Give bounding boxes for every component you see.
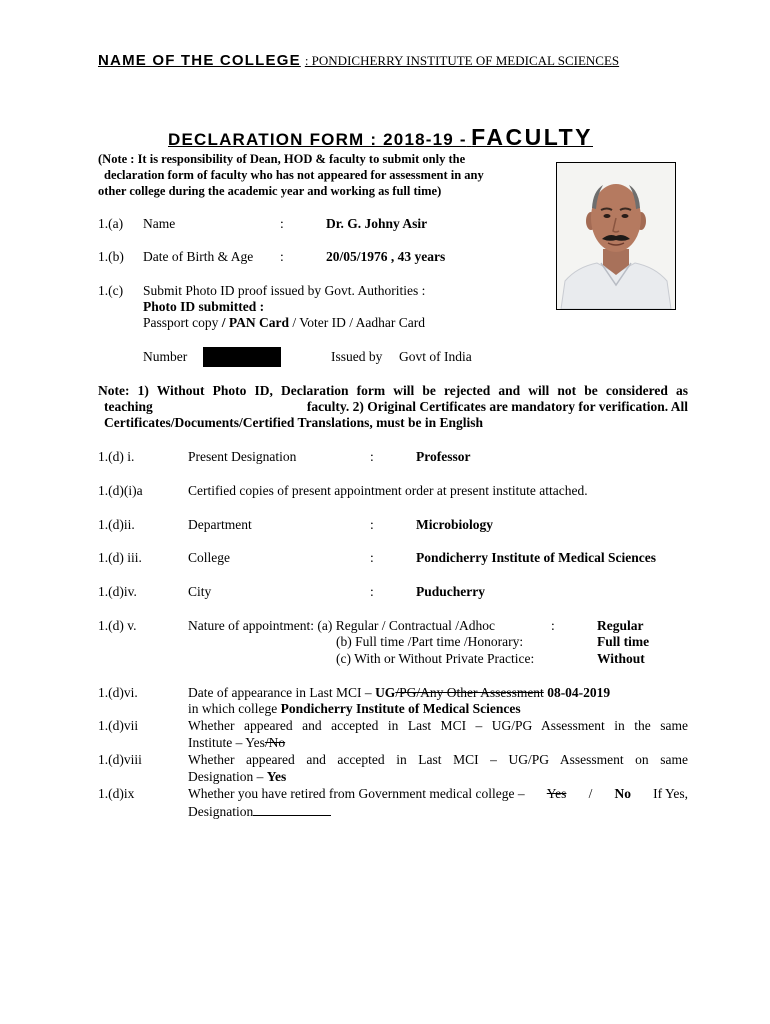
college-label: NAME OF THE COLLEGE <box>98 52 301 69</box>
private-practice-value: Without <box>597 651 645 666</box>
employment-type-value: Full time <box>597 634 650 649</box>
item-d-vii-number: 1.(d)vii <box>98 718 139 733</box>
issued-by-value: Govt of India <box>399 349 472 364</box>
note2-line-2 <box>104 399 688 415</box>
item-d-i-number: 1.(d) i. <box>98 449 135 464</box>
passport-option: Passport copy <box>143 315 219 330</box>
note2-line-1: Note: 1) Without Photo ID, Declaration form will be rejected and will not be considered as <box>98 383 688 398</box>
photo-id-instruction: Submit Photo ID proof issued by Govt. Authorities : <box>143 283 426 298</box>
item-d-viii-number: 1.(d)viii <box>98 752 142 767</box>
photo-id-submitted-label: Photo ID submitted : <box>143 299 265 314</box>
name-value: Dr. G. Johny Asir <box>326 216 428 231</box>
appointment-order-text: Certified copies of present appointment order at present institute attached. <box>188 483 588 498</box>
college-name: : PONDICHERRY INSTITUTE OF MEDICAL SCIENCES <box>304 53 620 68</box>
department-value: Microbiology <box>416 517 493 532</box>
retired-if-yes: If Yes, <box>653 786 688 801</box>
college-header <box>98 52 619 70</box>
college-colon: : <box>370 550 374 565</box>
city-value: Puducherry <box>416 584 485 599</box>
private-practice-label: (c) With or Without Private Practice: <box>336 651 535 666</box>
same-designation-value: Yes <box>266 769 287 784</box>
mci-appearance-line-1 <box>188 685 610 701</box>
appointment-nature-label: Nature of appointment: (a) Regular / Contractual /Adhoc <box>188 618 496 633</box>
retired-yes-struck: Yes <box>546 786 567 801</box>
city-colon: : <box>370 584 374 599</box>
department-colon: : <box>370 517 374 532</box>
item-b-number: 1.(b) <box>98 249 124 264</box>
mci-appearance-label: Date of appearance in Last MCI – <box>188 685 372 700</box>
designation-value: Professor <box>416 449 471 464</box>
mci-college-label: in which college <box>188 701 278 716</box>
portrait-image <box>557 163 675 309</box>
retired-question <box>188 786 688 802</box>
redacted-id-number <box>203 347 281 367</box>
retired-designation-blank <box>253 803 331 816</box>
same-institute-question: Whether appeared and accepted in Last MCI – UG/PG Assessment in the same <box>188 718 688 733</box>
item-d-v-number: 1.(d) v. <box>98 618 137 633</box>
item-b-colon: : <box>280 249 284 264</box>
dob-age-value: 20/05/1976 , 43 years <box>326 249 446 264</box>
id-number-label: Number <box>143 349 188 364</box>
mci-college-value: Pondicherry Institute of Medical Sciences <box>280 701 521 716</box>
form-title <box>168 124 593 151</box>
appointment-nature-value: Regular <box>597 618 644 633</box>
item-d-iv-number: 1.(d)iv. <box>98 584 137 599</box>
item-b-label: Date of Birth & Age <box>143 249 254 264</box>
item-a-label: Name <box>143 216 176 231</box>
retired-question-text: Whether you have retired from Government medical college – <box>188 786 525 801</box>
city-label: City <box>188 584 212 599</box>
note-line-2: declaration form of faculty who has not appeared for assessment in any <box>104 168 484 182</box>
pan-card-option: / PAN Card <box>221 315 289 330</box>
college-label-field: College <box>188 550 230 565</box>
faculty-photo <box>556 162 676 310</box>
retired-no: No <box>614 786 631 801</box>
employment-type-label: (b) Full time /Part time /Honorary: <box>336 634 524 649</box>
same-institute-no-struck: /No <box>264 735 286 750</box>
same-institute-yes: Institute – Yes <box>188 735 265 750</box>
issued-by-label: Issued by <box>331 349 383 364</box>
note2-line-2b: faculty. 2) Original Certificates are mandatory for verification. All <box>306 399 688 414</box>
item-a-colon: : <box>280 216 284 231</box>
department-label: Department <box>188 517 252 532</box>
note-line-3: other college during the academic year and working as full time) <box>98 184 442 198</box>
retired-designation-label: Designation <box>188 804 254 819</box>
item-c-number: 1.(c) <box>98 283 124 298</box>
other-id-options: / Voter ID / Aadhar Card <box>292 315 425 330</box>
same-institute-answer <box>188 735 285 751</box>
item-d-vi-number: 1.(d)vi. <box>98 685 138 700</box>
item-d-ii-number: 1.(d)ii. <box>98 517 135 532</box>
mci-appearance-date: 08-04-2019 <box>547 685 611 700</box>
mci-appearance-line-2 <box>188 701 521 717</box>
note2-line-2a: teaching <box>104 399 153 414</box>
retired-designation <box>188 803 331 820</box>
form-title-faculty: FACULTY <box>471 124 593 150</box>
item-d-iii-number: 1.(d) iii. <box>98 550 142 565</box>
designation-colon: : <box>370 449 374 464</box>
form-title-year: DECLARATION FORM : 2018-19 - <box>168 130 467 149</box>
same-designation-answer <box>188 769 286 785</box>
item-d-ia-number: 1.(d)(i)a <box>98 483 143 498</box>
note-line-1: (Note : It is responsibility of Dean, HOD & faculty to submit only the <box>98 152 466 166</box>
appointment-nature-colon: : <box>551 618 555 633</box>
same-designation-label: Designation – <box>188 769 264 784</box>
mci-struck-options: /PG/Any Other Assessment <box>395 685 544 700</box>
item-d-ix-number: 1.(d)ix <box>98 786 135 801</box>
retired-slash: / <box>588 786 593 801</box>
same-designation-question: Whether appeared and accepted in Last MCI – UG/PG Assessment on same <box>188 752 688 767</box>
designation-label: Present Designation <box>188 449 297 464</box>
photo-id-types <box>143 315 425 331</box>
item-a-number: 1.(a) <box>98 216 124 231</box>
note2-line-3: Certificates/Documents/Certified Translations, must be in English <box>104 415 483 430</box>
college-value: Pondicherry Institute of Medical Sciences <box>416 550 656 565</box>
mci-ug: UG <box>375 685 396 700</box>
